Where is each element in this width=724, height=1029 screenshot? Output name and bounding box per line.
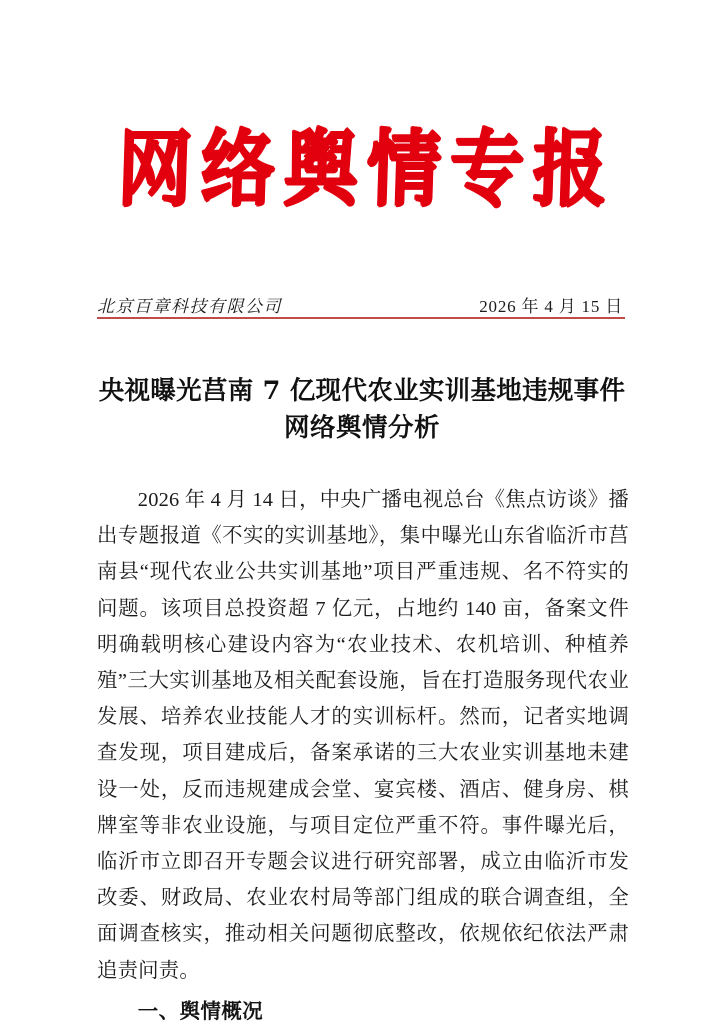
- issue-date: 2026 年 4 月 15 日: [479, 297, 623, 316]
- body-paragraph-1: 2026 年 4 月 14 日，中央广播电视总台《焦点访谈》播出专题报道《不实的实训基地》，集中曝光山东省临沂市莒南县“现代农业公共实训基地”项目严重违规、名不符实的问题。该项目总投资超 7 亿元，占地约 140 亩，备案文件明确载明核心建设内容为“农业技术、农机培训、种植养殖”三大实训基地及相关配套设施，旨在打造服务现代农业发展、培养农业技能人才的实训标杆。然而，记者实地调查发现，项目建成后，备案承诺的三大农业实训基地未建设一处，反而违规建成会堂、宴宾楼、酒店、健身房、棋牌室等非农业设施，与项目定位严重不符。事件曝光后，临沂市立即召开专题会议进行研究部署，成立由临沂市发改委、财政局、农业农村局等部门组成的联合调查组，全面调查核实，推动相关问题彻底整改，依规依纪依法严肃追责问责。: [97, 489, 629, 982]
- headline-line-2: 网络舆情分析: [283, 413, 440, 443]
- document-body: [97, 482, 629, 1029]
- header-divider-rule: [97, 317, 625, 319]
- masthead-title: 网络舆情专报: [115, 121, 618, 219]
- document-meta-row: [97, 292, 625, 317]
- headline-line-1: 央视曝光莒南 7 亿现代农业实训基地违规事件: [98, 376, 626, 406]
- masthead-banner: [0, 121, 724, 219]
- issuer-name: 北京百章科技有限公司: [97, 297, 282, 316]
- document-headline: [72, 373, 652, 447]
- section-heading-1: 一、舆情概况: [137, 998, 264, 1023]
